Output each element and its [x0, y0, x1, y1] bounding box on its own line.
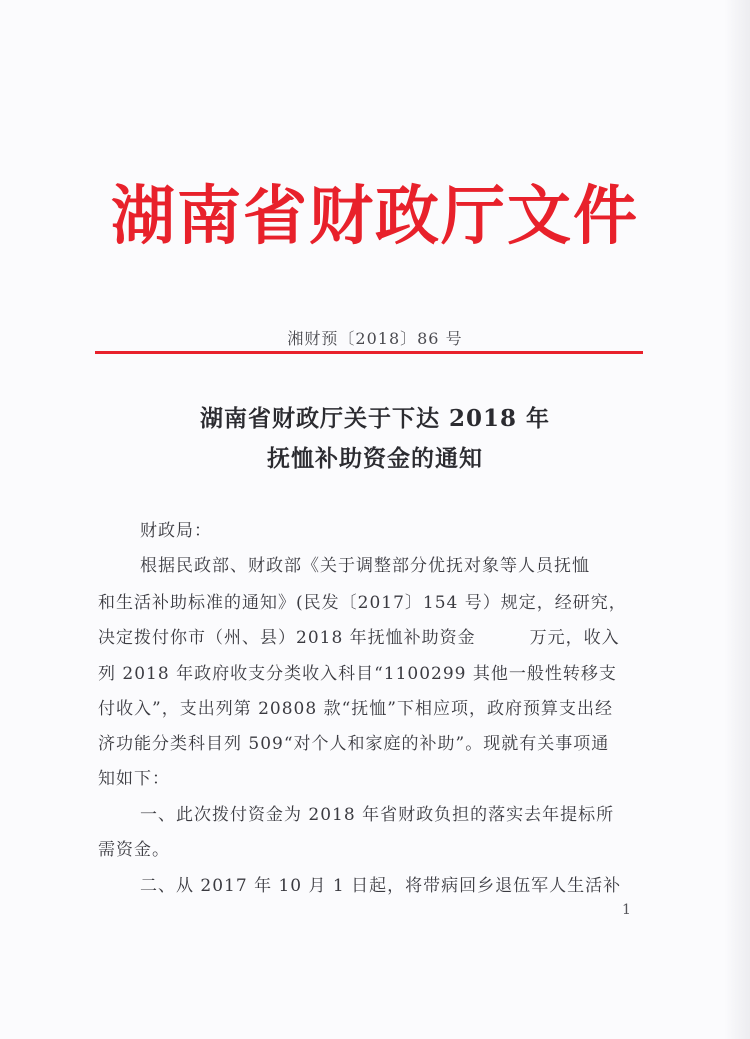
- body-line: 和生活补助标准的通知》(民发〔2017〕154 号）规定，经研究，: [98, 593, 627, 613]
- body-line: 济功能分类科目列 509“对个人和家庭的补助”。现就有关事项通: [98, 734, 610, 754]
- body-line: 决定拨付你市（州、县）2018 年抚恤补助资金 万元，收入: [98, 628, 620, 648]
- document-title-line-2: 抚恤补助资金的通知: [267, 445, 483, 472]
- salutation: 财政局：: [140, 521, 212, 541]
- page-number: 1: [622, 902, 631, 918]
- page-edge-shadow: [724, 0, 750, 1039]
- body-line: 需资金。: [98, 840, 170, 860]
- red-divider-line: [95, 351, 643, 354]
- document-title-line-1: 湖南省财政厅关于下达 2018 年: [199, 405, 551, 432]
- document-number: 湘财预〔2018〕86 号: [287, 329, 463, 348]
- body-line: 付收入”，支出列第 20808 款“抚恤”下相应项，政府预算支出经: [98, 699, 613, 719]
- body-line: 二、从 2017 年 10 月 1 日起，将带病回乡退伍军人生活补: [140, 876, 622, 896]
- body-line: 一、此次拨付资金为 2018 年省财政负担的落实去年提标所: [140, 805, 615, 825]
- body-line: 知如下：: [98, 769, 170, 789]
- body-line: 根据民政部、财政部《关于调整部分优抚对象等人员抚恤: [140, 556, 590, 576]
- agency-header: 湖南省财政厅文件: [111, 179, 639, 254]
- body-line: 列 2018 年政府收支分类收入科目“1100299 其他一般性转移支: [98, 664, 617, 684]
